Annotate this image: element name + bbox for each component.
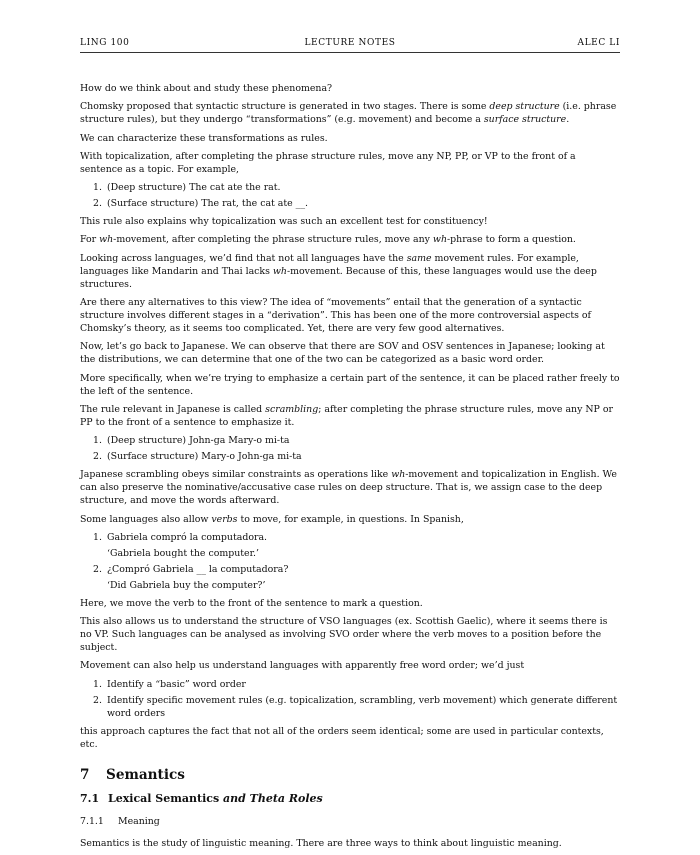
paragraph: this approach captures the fact that not all of the orders seem identical; some are used in particular contexts, etc. xyxy=(80,725,604,750)
header-author: ALEC LI xyxy=(577,38,620,48)
text-run: (i.e. phrase structure rules), but they undergo “transformations” (e.g. movement) and become a xyxy=(80,101,617,126)
list-item xyxy=(80,434,620,447)
text-run: The rule relevant in Japanese is called xyxy=(80,403,266,415)
subsubsection-title: Meaning xyxy=(118,815,160,827)
term-wh: wh xyxy=(432,234,447,246)
example-list-japanese xyxy=(80,434,620,463)
list-text: (Deep structure) The cat ate the rat. xyxy=(107,182,281,194)
subsubsection-number: 7.1.1 xyxy=(80,815,104,827)
text-run: For xyxy=(80,234,100,246)
list-text: Identify specific movement rules (e.g. topicalization, scrambling, verb movement) which generate different word orders xyxy=(107,694,618,719)
text-run: -movement, after completing the phrase structure rules, move any xyxy=(113,234,433,246)
steps-list xyxy=(80,678,620,720)
list-text: (Surface structure) The rat, the cat ate __. xyxy=(107,198,309,210)
subsection-title-part: Lexical Semantics xyxy=(108,791,220,805)
emphasis: verbs xyxy=(211,513,238,525)
subsection-number: 7.1 xyxy=(80,791,100,805)
list-item xyxy=(80,678,620,691)
paragraph: This also allows us to understand the structure of VSO languages (ex. Scottish Gaelic), where it seems there is no VP. Such languages can be analysed as involving SVO order where the verb moves to a position before the subject. xyxy=(80,616,608,654)
subsubsection-heading xyxy=(80,815,620,828)
paragraph xyxy=(80,252,620,291)
paragraph: This rule also explains why topicalization was such an excellent test for constituency! xyxy=(80,216,488,228)
paragraph: With topicalization, after completing the phrase structure rules, move any NP, PP, or VP to the front of a sentence as a topic. For example, xyxy=(80,150,576,175)
list-number: 1. xyxy=(93,531,102,543)
paragraph: Here, we move the verb to the front of the sentence to mark a question. xyxy=(80,597,423,609)
list-item xyxy=(80,450,620,463)
list-text: Identify a “basic” word order xyxy=(107,678,246,690)
paragraph: Are there any alternatives to this view? The idea of “movements” entail that the generation of a syntactic structure involves different stages in a “derivation”. This has been one of the more controversial aspects of Chomsky’s theory, as it seems too complicated. Yet, there are very few good alternatives. xyxy=(80,297,591,335)
term-wh: wh xyxy=(272,265,287,277)
list-text: (Deep structure) John-ga Mary-o mi-ta xyxy=(107,435,290,447)
text-run: -movement. Because of this, these languages would use the deep structures. xyxy=(80,265,597,290)
list-text: ¿Compró Gabriela __ la computadora? xyxy=(107,563,289,575)
text-run: ; after completing the phrase structure rules, move any NP or PP to the front of a sentence to emphasize it. xyxy=(80,403,613,428)
list-text: Gabriela compró la computadora. xyxy=(107,531,268,543)
text-run: Chomsky proposed that syntactic structure is generated in two stages. There is some xyxy=(80,101,490,113)
list-number: 2. xyxy=(93,563,102,575)
term-scrambling: scrambling xyxy=(265,403,319,415)
section-number: 7 xyxy=(80,766,90,783)
list-number: 1. xyxy=(93,678,102,690)
text-run: Looking across languages, we’d find that not all languages have the xyxy=(80,252,407,264)
list-item xyxy=(80,197,620,210)
paragraph xyxy=(80,513,620,526)
text-run: . xyxy=(566,114,570,126)
list-item xyxy=(80,181,620,194)
list-item xyxy=(80,531,620,560)
document-body xyxy=(80,82,620,855)
list-number: 2. xyxy=(93,198,102,210)
list-number: 1. xyxy=(93,182,102,194)
list-number: 2. xyxy=(93,451,102,463)
term-wh: wh xyxy=(391,469,406,481)
section-title: Semantics xyxy=(106,766,185,783)
list-item xyxy=(80,563,620,592)
subsection-heading xyxy=(80,792,620,805)
list-text: (Surface structure) Mary-o John-ga mi-ta xyxy=(107,451,302,463)
header-course: LING 100 xyxy=(80,38,130,48)
term-surface-structure: surface structure xyxy=(483,114,567,126)
example-list-topicalization xyxy=(80,181,620,210)
list-item xyxy=(80,694,620,720)
text-run: movement rules. For example, languages like Mandarin and Thai lacks xyxy=(80,252,579,277)
text-run: to move, for example, in questions. In Spanish, xyxy=(237,513,464,525)
paragraph: We can characterize these transformations as rules. xyxy=(80,132,328,144)
text-run: Some languages also allow xyxy=(80,513,212,525)
term-deep-structure: deep structure xyxy=(489,101,560,113)
text-run: -phrase to form a question. xyxy=(446,234,576,246)
paragraph xyxy=(80,403,620,429)
example-list-spanish xyxy=(80,531,620,592)
paragraph: Semantics is the study of linguistic meaning. There are three ways to think about linguistic meaning. xyxy=(80,837,562,849)
text-run: Japanese scrambling obeys similar constraints as operations like xyxy=(80,469,392,481)
list-number: 1. xyxy=(93,435,102,447)
paragraph xyxy=(80,468,620,507)
paragraph: More specifically, when we’re trying to emphasize a certain part of the sentence, it can be placed rather freely to the left of the sentence. xyxy=(80,372,620,397)
subsection-title-italic: and Theta Roles xyxy=(219,791,323,805)
gloss: ‘Did Gabriela buy the computer?’ xyxy=(107,579,266,591)
gloss: ‘Gabriela bought the computer.’ xyxy=(107,547,260,559)
header-title: LECTURE NOTES xyxy=(304,38,396,48)
paragraph: How do we think about and study these phenomena? xyxy=(80,83,333,94)
paragraph xyxy=(80,100,620,126)
text-run: -movement and topicalization in English. We can also preserve the nominative/accusative case rules on deep structure. That is, we assign case to the deep structure, and move the words afterward. xyxy=(80,469,617,507)
section-heading xyxy=(80,766,620,783)
paragraph xyxy=(80,233,620,246)
term-wh: wh xyxy=(99,234,114,246)
paragraph: Movement can also help us understand languages with apparently free word order; we’d just xyxy=(80,660,525,672)
list-number: 2. xyxy=(93,694,102,706)
emphasis: same xyxy=(406,252,432,264)
paragraph: Now, let’s go back to Japanese. We can observe that there are SOV and OSV sentences in Japanese; looking at the distributions, we can determine that one of the two can be categorized as a basic word order. xyxy=(80,341,605,366)
running-header xyxy=(80,38,620,53)
